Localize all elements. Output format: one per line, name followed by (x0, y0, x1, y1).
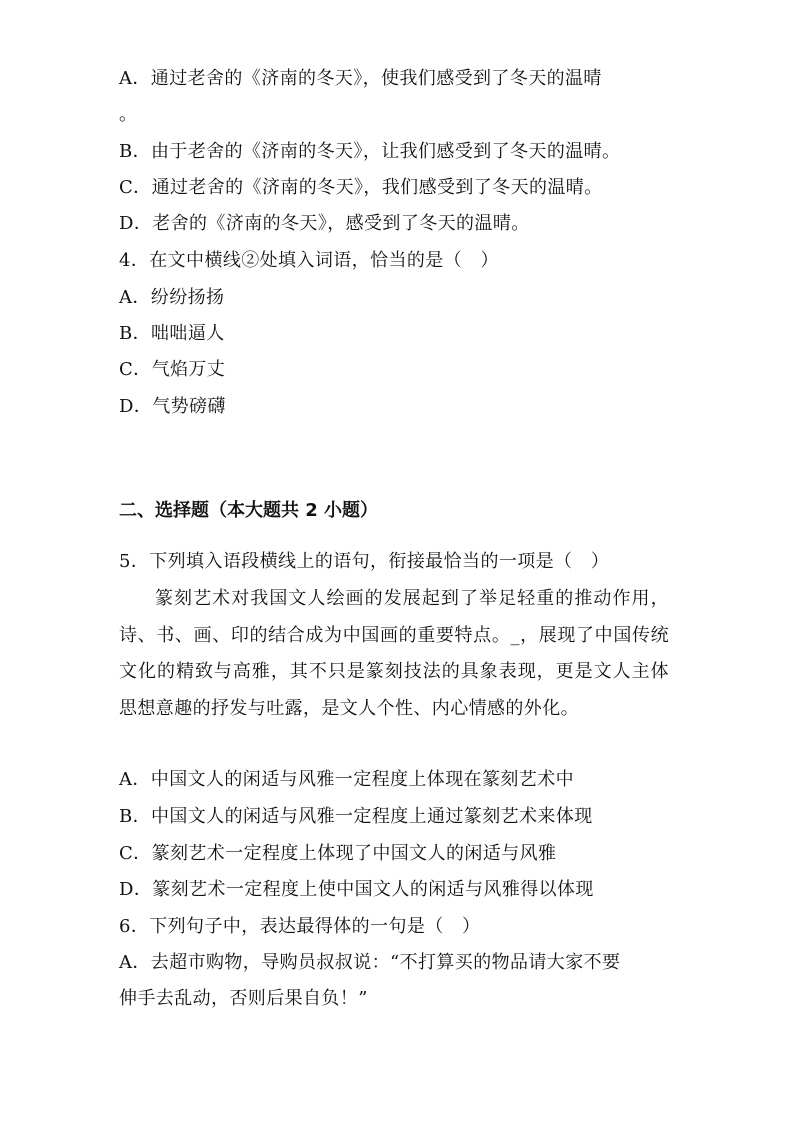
q5-option-d: D．篆刻艺术一定程度上使中国文人的闲适与风雅得以体现 (119, 879, 594, 900)
q4-option-a: A．纷纷扬扬 (119, 287, 225, 308)
q5-option-c: C．篆刻艺术一定程度上体现了中国文人的闲适与风雅 (119, 843, 557, 864)
q3-option-b: B．由于老舍的《济南的冬天》，让我们感受到了冬天的温晴。 (119, 141, 621, 162)
q3-option-c: C．通过老舍的《济南的冬天》，我们感受到了冬天的温晴。 (119, 177, 603, 198)
q6-option-a-continuation: 伸手去乱动，否则后果自负！” (119, 988, 368, 1009)
q5-stem: 5．下列填入语段横线上的语句，衔接最恰当的一项是（ ） (119, 551, 610, 572)
q5-option-a: A．中国文人的闲适与风雅一定程度上体现在篆刻艺术中 (119, 769, 574, 790)
section-heading: 二、选择题（本大题共 2 小题） (119, 500, 379, 521)
q5-option-b: B．中国文人的闲适与风雅一定程度上通过篆刻艺术来体现 (119, 806, 593, 827)
q3-option-a: A．通过老舍的《济南的冬天》，使我们感受到了冬天的温晴 (119, 68, 602, 89)
q6-stem: 6．下列句子中，表达最得体的一句是（ ） (119, 916, 481, 937)
q4-stem: 4．在文中横线②处填入词语，恰当的是（ ） (119, 250, 499, 271)
q4-option-b: B．咄咄逼人 (119, 323, 225, 344)
q3-option-a-continuation: 。 (119, 104, 138, 125)
q4-option-d: D．气势磅礴 (119, 396, 226, 417)
q6-option-a: A．去超市购物，导购员叔叔说：“不打算买的物品请大家不要 (119, 952, 621, 973)
q5-passage: 篆刻艺术对我国文人绘画的发展起到了举足轻重的推动作用，诗、书、画、印的结合成为中国画的重要特点。_，展现了中国传统文化的精致与高雅，其不只是篆刻技法的具象表现，更是文人主体思想意趣的抒发与吐露，是文人个性、内心情感的外化。 (119, 588, 669, 719)
q3-option-d: D．老舍的《济南的冬天》，感受到了冬天的温晴。 (119, 213, 530, 234)
q4-option-c: C．气焰万丈 (119, 359, 226, 380)
